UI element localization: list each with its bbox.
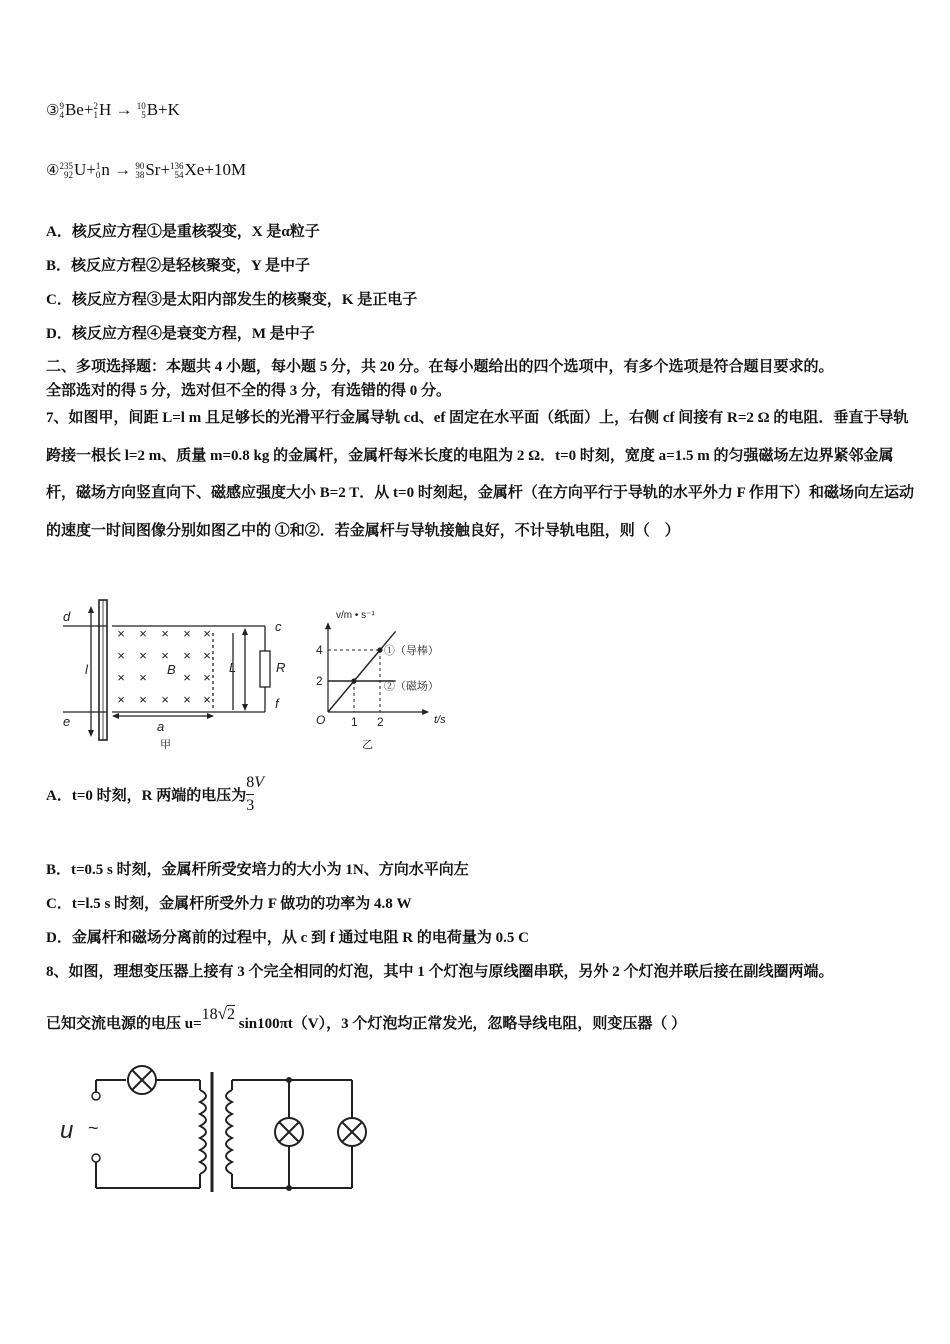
transformer-circuit-diagram bbox=[52, 1050, 382, 1200]
fraction-8-3: $\frac{8}{3}$ bbox=[246, 774, 255, 814]
isotope-xe: Xe+10M bbox=[184, 160, 247, 179]
label-B: B bbox=[167, 662, 176, 677]
q8-stem-line-1: 8、如图，理想变压器上接有 3 个完全相同的灯泡，其中 1 个灯泡与原线圈串联，另外 2 个灯泡并联后接在副线圈两端。 bbox=[46, 964, 834, 980]
cross-mark: × bbox=[161, 692, 169, 707]
reaction-arrow: → bbox=[115, 100, 133, 119]
source-u-label: u bbox=[60, 1117, 74, 1144]
figure-yi-vt-graph bbox=[312, 604, 472, 752]
label-a: a bbox=[157, 719, 165, 734]
label-c: c bbox=[275, 619, 282, 634]
data-point bbox=[377, 647, 382, 652]
q6-option-c: C．核反应方程③是太阳内部发生的核聚变，K 是正电子 bbox=[46, 292, 418, 308]
q7-option-d: D．金属杆和磁场分离前的过程中，从 c 到 f 通过电阻 R 的电荷量为 0.5 C bbox=[46, 930, 529, 946]
label-l: l bbox=[85, 662, 88, 677]
origin-label: O bbox=[316, 713, 326, 727]
cross-mark: × bbox=[203, 626, 211, 641]
cross-mark: × bbox=[183, 626, 191, 641]
series-label-rod: ①（导棒） bbox=[383, 645, 439, 657]
figure-jia-rails-diagram bbox=[55, 598, 300, 750]
reaction-arrow: → bbox=[114, 160, 132, 179]
q7-stem: 7、如图甲，间距 L=l m 且足够长的光滑平行金属导轨 cd、ef 固定在水平面（纸面）上，右侧 cf 间接有 R=2 Ω 的电阻．垂直于导轨跨接一根长 l=2 m、质量 m=0.8 kg 的金属杆，金属杆每米长度的电阻为 2 Ω．t=0 时刻，宽度 a=1.5 m 的匀强磁场左边界紧邻金属杆，磁场方向竖直向下、磁感应强度大小 B=2 T．从 t=0 时刻起，金属杆（在方向平行于导轨的水平外力 F 作用下）和磁场向左运动的速度一时间图像分别如图乙中的 ①和②．若金属杆与导轨接触良好，不计导轨电阻，则（ ） bbox=[46, 410, 914, 539]
cross-mark: × bbox=[117, 692, 125, 707]
isotope-be-numbers: 9 4 bbox=[59, 101, 64, 121]
isotope-n-numbers: 1 0 bbox=[95, 161, 101, 181]
section-2-line-2: 全部选对的得 5 分，选对但不全的得 3 分，有选错的得 0 分。 bbox=[46, 383, 452, 399]
q7-option-a-text: A．t=0 时刻，R 两端的电压为 bbox=[46, 788, 247, 804]
cross-mark: × bbox=[203, 670, 211, 685]
cross-mark: × bbox=[161, 648, 169, 663]
isotope-b: B+K bbox=[146, 100, 180, 119]
unit-volt: V bbox=[254, 773, 264, 791]
x-tick-label: 1 bbox=[351, 715, 358, 729]
series-label-field: ②（磁场） bbox=[383, 680, 439, 693]
cross-mark: × bbox=[117, 626, 125, 641]
x-axis-arrow bbox=[422, 709, 429, 715]
isotope-sr-numbers: 90 38 bbox=[135, 161, 145, 181]
y-axis-label: v/m • s⁻¹ bbox=[336, 610, 375, 621]
equation-3 bbox=[46, 100, 180, 120]
isotope-xe-numbers: 136 54 bbox=[170, 161, 184, 181]
y-tick-label: 4 bbox=[316, 643, 323, 657]
y-tick-label: 2 bbox=[316, 674, 323, 688]
cross-mark: × bbox=[203, 648, 211, 663]
cross-mark: × bbox=[139, 670, 147, 685]
voltage-amplitude: 18√2 bbox=[201, 1004, 235, 1023]
label-R: R bbox=[276, 660, 286, 675]
label-f: f bbox=[275, 696, 279, 711]
cross-mark: × bbox=[139, 626, 147, 641]
equation-3-label: ③ bbox=[46, 103, 60, 119]
ac-symbol: ~ bbox=[88, 1118, 99, 1138]
q8-stem-line-2 bbox=[46, 1004, 687, 1033]
isotope-u: U+ bbox=[73, 160, 96, 179]
series-line-rod bbox=[328, 631, 396, 712]
figure-jia-caption: 甲 bbox=[160, 739, 171, 750]
q6-option-d: D．核反应方程④是衰变方程，M 是中子 bbox=[46, 326, 315, 342]
isotope-h-numbers: 2 1 bbox=[93, 101, 98, 121]
label-e: e bbox=[63, 714, 71, 729]
x-tick-label: 2 bbox=[377, 715, 384, 729]
cross-mark: × bbox=[183, 692, 191, 707]
q6-option-a: A．核反应方程①是重核裂变，X 是α粒子 bbox=[46, 224, 320, 240]
cross-mark: × bbox=[139, 692, 147, 707]
q6-option-b: B．核反应方程②是轻核聚变，Y 是中子 bbox=[46, 258, 311, 274]
cross-mark: × bbox=[139, 648, 147, 663]
isotope-be: Be+ bbox=[64, 100, 94, 119]
y-axis-arrow bbox=[325, 622, 331, 629]
cross-mark: × bbox=[183, 648, 191, 663]
section-2-line-1: 二、多项选择题：本题共 4 小题，每小题 5 分，共 20 分。在每小题给出的四个选项中，有多个选项是符合题目要求的。 bbox=[46, 359, 834, 375]
q7-option-c: C．t=l.5 s 时刻，金属杆所受外力 F 做功的功率为 4.8 W bbox=[46, 896, 412, 912]
data-point bbox=[351, 678, 356, 683]
cross-mark: × bbox=[203, 692, 211, 707]
isotope-u-numbers: 235 92 bbox=[59, 161, 73, 181]
x-axis-label: t/s bbox=[434, 714, 446, 726]
isotope-n: n bbox=[101, 160, 110, 179]
equation-4 bbox=[46, 160, 246, 180]
q8-voltage-suffix: sin100πt（V），3 个灯泡均正常发光，忽略导线电阻，则变压器（ ） bbox=[234, 1016, 687, 1032]
isotope-b-numbers: 10 5 bbox=[136, 101, 146, 121]
cross-mark: × bbox=[117, 648, 125, 663]
cross-mark: × bbox=[117, 670, 125, 685]
cross-mark: × bbox=[183, 670, 191, 685]
figure-yi-caption: 乙 bbox=[362, 739, 373, 751]
q8-voltage-prefix: 已知交流电源的电压 u= bbox=[46, 1016, 202, 1032]
q7-option-b: B．t=0.5 s 时刻，金属杆所受安培力的大小为 1N、方向水平向左 bbox=[46, 862, 469, 878]
cross-mark: × bbox=[161, 626, 169, 641]
equation-4-label: ④ bbox=[46, 163, 60, 179]
q7-option-a bbox=[46, 772, 264, 817]
label-d: d bbox=[63, 609, 71, 624]
label-L: L bbox=[229, 660, 237, 675]
isotope-h: H bbox=[98, 100, 112, 119]
isotope-sr: Sr+ bbox=[145, 160, 171, 179]
